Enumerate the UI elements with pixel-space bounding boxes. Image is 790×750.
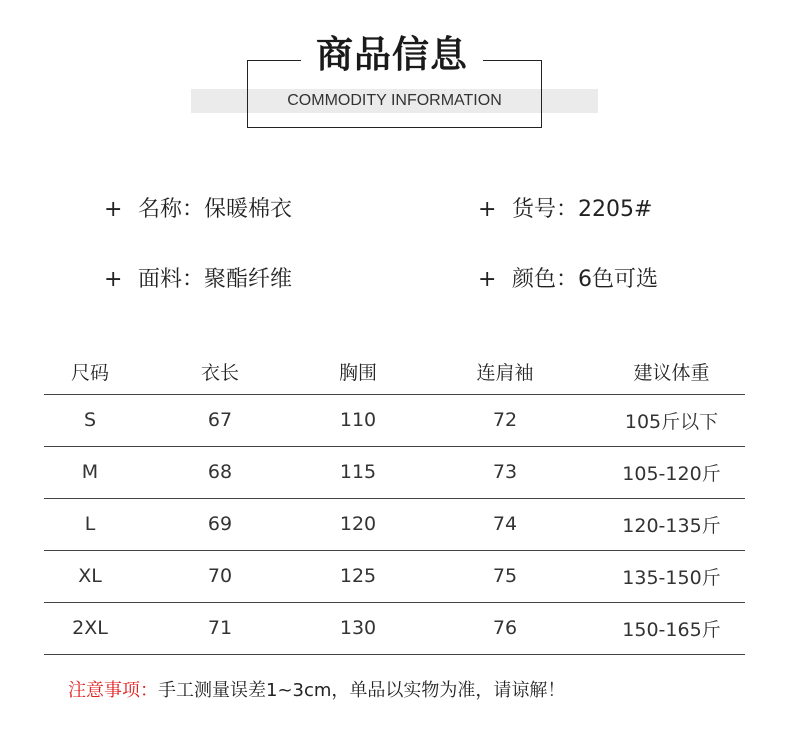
cell-weight: 120-135斤 <box>598 498 745 550</box>
note-label: 注意事项： <box>68 680 158 701</box>
header-frame-top-left <box>247 60 301 61</box>
column-header-weight: 建议体重 <box>633 362 710 385</box>
cell-weight: 105-120斤 <box>598 446 745 498</box>
column-header-length: 衣长 <box>200 362 239 385</box>
column-header-size: 尺码 <box>70 362 109 385</box>
cell-sleeve: 72 <box>412 394 598 446</box>
cell-chest: 125 <box>304 550 412 602</box>
cell-weight: 135-150斤 <box>598 550 745 602</box>
page-subtitle: COMMODITY INFORMATION <box>287 92 502 109</box>
cell-weight: 105斤以下 <box>598 394 745 446</box>
info-item-color <box>478 265 658 295</box>
info-value: 保暖棉衣 <box>204 197 293 222</box>
header-frame-top-right <box>483 60 542 61</box>
table-row <box>44 446 745 498</box>
table-header-row <box>44 350 745 394</box>
info-label: 颜色： <box>512 267 579 292</box>
table-row <box>44 602 745 654</box>
cell-length: 70 <box>136 550 304 602</box>
info-label: 面料： <box>138 267 205 292</box>
measurement-note <box>68 676 565 706</box>
cell-chest: 130 <box>304 602 412 654</box>
cell-sleeve: 74 <box>412 498 598 550</box>
cell-sleeve: 76 <box>412 602 598 654</box>
plus-icon: + <box>104 197 123 222</box>
cell-length: 67 <box>136 394 304 446</box>
cell-size: XL <box>44 550 136 602</box>
cell-size: 2XL <box>44 602 136 654</box>
plus-icon: + <box>104 267 123 292</box>
info-label: 货号： <box>512 197 579 222</box>
note-text: 手工测量误差1~3cm，单品以实物为准，请谅解！ <box>158 680 566 701</box>
table-row <box>44 550 745 602</box>
plus-icon: + <box>478 197 497 222</box>
cell-weight: 150-165斤 <box>598 602 745 654</box>
cell-chest: 110 <box>304 394 412 446</box>
page-title: 商品信息 <box>316 33 468 76</box>
table-row <box>44 394 745 446</box>
info-value: 6色可选 <box>578 267 659 292</box>
section-header <box>0 0 790 140</box>
cell-length: 69 <box>136 498 304 550</box>
info-label: 名称： <box>138 197 205 222</box>
cell-chest: 120 <box>304 498 412 550</box>
plus-icon: + <box>478 267 497 292</box>
cell-length: 71 <box>136 602 304 654</box>
info-value: 2205# <box>578 197 653 222</box>
info-item-sku <box>478 195 652 225</box>
cell-size: S <box>44 394 136 446</box>
cell-size: M <box>44 446 136 498</box>
info-item-fabric <box>104 265 292 295</box>
cell-size: L <box>44 498 136 550</box>
cell-length: 68 <box>136 446 304 498</box>
column-header-chest: 胸围 <box>338 362 377 385</box>
size-table <box>44 350 745 655</box>
column-header-sleeve: 连肩袖 <box>476 362 534 385</box>
cell-sleeve: 75 <box>412 550 598 602</box>
info-value: 聚酯纤维 <box>204 267 293 292</box>
cell-chest: 115 <box>304 446 412 498</box>
info-item-name <box>104 195 292 225</box>
table-row <box>44 498 745 550</box>
cell-sleeve: 73 <box>412 446 598 498</box>
